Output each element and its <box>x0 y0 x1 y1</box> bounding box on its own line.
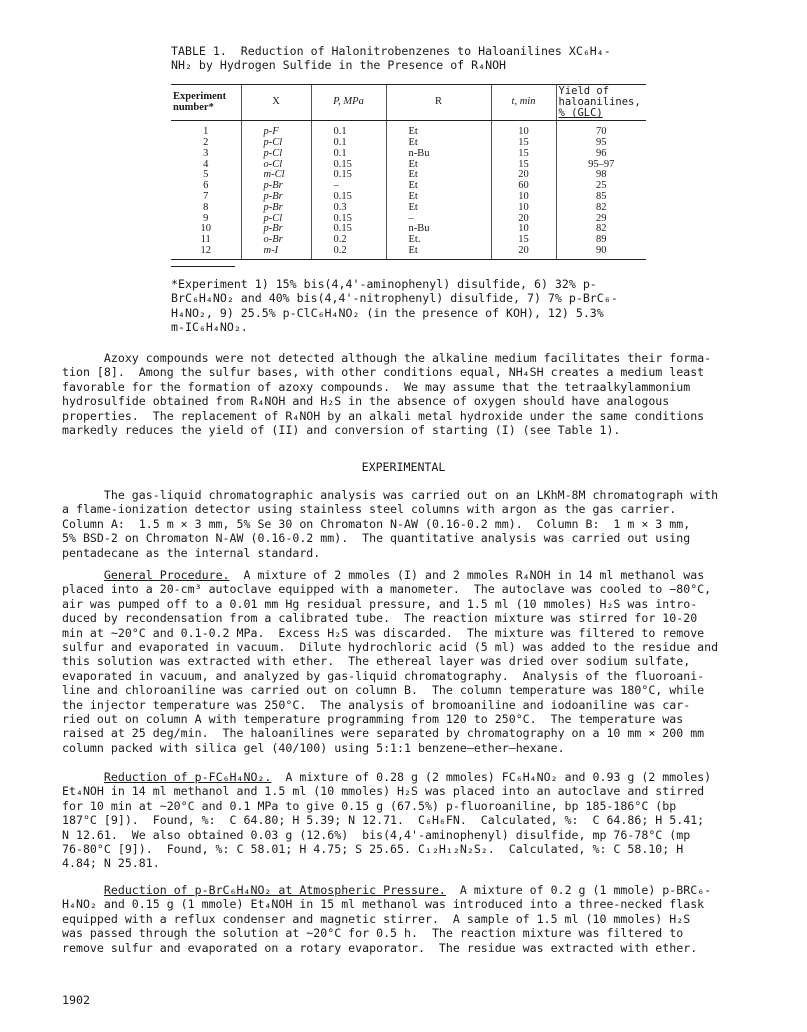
cell-yield: 98 <box>556 170 646 181</box>
header-pressure: P, MPa <box>311 85 386 121</box>
cell-pressure: 0.15 <box>311 159 386 170</box>
cell-experiment-number: 4 <box>203 158 209 170</box>
cell-pressure: 0.2 <box>311 235 386 246</box>
cell-time: 10 <box>491 224 556 235</box>
cell-yield: 95–97 <box>556 159 646 170</box>
table-row <box>171 138 646 149</box>
cell-yield: 25 <box>556 181 646 192</box>
cell-r: Et <box>386 181 491 192</box>
cell-time: 10 <box>491 203 556 214</box>
cell-pressure: 0.15 <box>311 192 386 203</box>
cell-x: p-Cl <box>241 213 311 224</box>
cell-pressure: 0.1 <box>311 149 386 160</box>
table-row <box>171 121 646 138</box>
cell-x: o-Br <box>241 235 311 246</box>
cell-r: – <box>386 213 491 224</box>
cell-time: 10 <box>491 192 556 203</box>
cell-experiment-number: 1 <box>203 126 209 138</box>
cell-x: p-Cl <box>241 138 311 149</box>
page-number: 1902 <box>62 993 90 1007</box>
cell-pressure: 0.15 <box>311 224 386 235</box>
cell-r: Et <box>386 170 491 181</box>
section-heading: EXPERIMENTAL <box>361 460 446 474</box>
cell-r: Et <box>386 159 491 170</box>
cell-r: Et <box>386 192 491 203</box>
cell-time: 60 <box>491 181 556 192</box>
table-row <box>171 246 646 259</box>
cell-x: o-Cl <box>241 159 311 170</box>
table-row <box>171 203 646 214</box>
cell-experiment-number: 12 <box>171 246 241 259</box>
cell-yield: 89 <box>556 235 646 246</box>
cell-r: Et <box>386 246 491 259</box>
cell-pressure: 0.1 <box>311 138 386 149</box>
cell-time: 15 <box>491 159 556 170</box>
header-time: t, min <box>491 85 556 121</box>
header-experiment: Experiment number* <box>171 85 241 121</box>
cell-x: p-F <box>241 121 311 138</box>
footnote-rule <box>171 266 235 267</box>
cell-time: 20 <box>491 170 556 181</box>
cell-yield: 95 <box>556 138 646 149</box>
cell-x: p-Br <box>241 181 311 192</box>
cell-experiment-number: 6 <box>203 180 209 192</box>
cell-yield: 96 <box>556 149 646 160</box>
paragraph-general-procedure: General Procedure. A mixture of 2 mmoles (I) and 2 mmoles R₄NOH in 14 ml methanol was placed into a 20-cm³ autoclave equipped with a manometer. The autoclave was cooled to −80°C, air was pumped off to a 0.01 mm Hg residual pressure, and 1.5 ml (10 mmoles) H₂S was intro- duced by recondensation from a calibrated tube. The reaction mixture was stirred for 10-20 min at ~20°C and 0.1-0.2 MPa. Excess H₂S was discarded. The mixture was filtered to remove sulfur and evaporated in vacuum. Dilute hydrochloric acid (5 ml) was added to the residue and this solution was extracted with ether. The ethereal layer was dried over sodium sulfate, evaporated in vacuum, and analyzed by gas-liquid chromatography. Analysis of the fluoroani- line and chloroaniline was carried out on column B. The column temperature was 180°C, while the injector temperature was 250°C. The analysis of bromoaniline and iodoaniline was car- ried out on column A with temperature programming from 120 to 250°C. The temperature was raised at 25 deg/min. The haloanilines were separated by chromatography on a 10 mm × 200 mm column packed with silica gel (40/100) using 5:1:1 benzene—ether—hexane. <box>62 568 719 755</box>
table-caption <box>171 44 611 73</box>
caption-line-1: TABLE 1. Reduction of Halonitrobenzenes to Haloanilines XC₆H₄- <box>171 44 611 58</box>
cell-r: n-Bu <box>386 149 491 160</box>
header-x: X <box>241 85 311 121</box>
cell-yield: 82 <box>556 203 646 214</box>
header-r: R <box>386 85 491 121</box>
cell-time: 15 <box>491 138 556 149</box>
data-table <box>171 84 646 260</box>
table-header-row <box>171 85 646 121</box>
cell-experiment-number: 10 <box>200 223 211 235</box>
reduction-f-title: Reduction of p-FC₆H₄NO₂. <box>103 770 272 784</box>
cell-experiment-number: 5 <box>203 169 209 181</box>
cell-experiment-number: 3 <box>203 147 209 159</box>
cell-r: n-Bu <box>386 224 491 235</box>
cell-pressure: 0.2 <box>311 246 386 259</box>
cell-x: m-Cl <box>241 170 311 181</box>
cell-x: m-I <box>241 246 311 259</box>
paragraph-glc: The gas-liquid chromatographic analysis was carried out on an LKhM-8M chromatograph with a flame-ionization detector using stainless steel columns with argon as the gas carrier. Column A: 1.5 m × 3 mm, 5% Se 30 on Chromaton N-AW (0.16-0.2 mm). Column B: 1 m × 3 mm, 5% BSD-2 on Chromaton N-AW (0.16-0.2 mm). The quantitative analysis was carried out using pentadecane as the internal standard. <box>62 488 719 560</box>
caption-line-2: NH₂ by Hydrogen Sulfide in the Presence of R₄NOH <box>171 58 507 73</box>
cell-yield: 90 <box>556 246 646 259</box>
cell-experiment-number: 2 <box>203 136 209 148</box>
paragraph-reduction-br: Reduction of p-BrC₆H₄NO₂ at Atmospheric Pressure. A mixture of 0.2 g (1 mmole) p-BRC₆- H₄NO₂ and 0.15 g (1 mmole) Et₄NOH in 15 ml methanol was introduced into a three-necked flask equipped with a reflux condenser and magnetic stirrer. A sample of 1.5 ml (10 mmoles) H₂S was passed through the solution at ~20°C for 0.5 h. The reaction mixture was filtered to remove sulfur and evaporated on a rotary evaporator. The residue was extracted with ether. <box>62 883 712 955</box>
cell-experiment-number: 7 <box>203 190 209 202</box>
paragraph-reduction-f: Reduction of p-FC₆H₄NO₂. A mixture of 0.28 g (2 mmoles) FC₆H₄NO₂ and 0.93 g (2 mmoles) Et₄NOH in 14 ml methanol and 1.5 ml (10 mmoles) H₂S was placed into an autoclave and stirred for 10 min at ~20°C and 0.1 MPa to give 0.15 g (67.5%) p-fluoroaniline, bp 185-186°C (bp 187°C [9]). Found, %: C 64.80; H 5.39; N 12.71. C₆H₆FN. Calculated, %: C 64.86; H 5.41; N 12.61. We also obtained 0.03 g (12.6%) bis(4,4'-aminophenyl) disulfide, mp 76-78°C (mp 76-80°C [9]). Found, %: C 58.01; H 4.75; S 25.65. C₁₂H₁₂N₂S₂. Calculated, %: C 58.10; H 4.84; N 25.81. <box>62 770 712 871</box>
cell-time: 20 <box>491 213 556 224</box>
cell-r: Et <box>386 203 491 214</box>
cell-r: Et <box>386 121 491 138</box>
cell-time: 20 <box>491 246 556 259</box>
cell-time: 15 <box>491 235 556 246</box>
paragraph-azoxy: Azoxy compounds were not detected although the alkaline medium facilitates their forma- tion [8]. Among the sulfur bases, with other conditions equal, NH₄SH creates a medium least favorable for the formation of azoxy compounds. We may assume that the tetraalkylammonium hydrosulfide obtained from R₄NOH and H₂S in the absence of oxygen should have analogous properties. The replacement of R₄NOH by an alkali metal hydroxide under the same conditions markedly reduces the yield of (II) and conversion of starting (I) (see Table 1). <box>62 351 712 438</box>
cell-experiment-number: 9 <box>203 212 209 224</box>
cell-yield: 29 <box>556 213 646 224</box>
cell-yield: 85 <box>556 192 646 203</box>
cell-time: 10 <box>491 121 556 138</box>
cell-pressure: 0.1 <box>311 121 386 138</box>
cell-r: Et. <box>386 235 491 246</box>
cell-x: p-Cl <box>241 149 311 160</box>
cell-pressure: 0.3 <box>311 203 386 214</box>
cell-pressure: – <box>311 181 386 192</box>
cell-pressure: 0.15 <box>311 213 386 224</box>
cell-time: 15 <box>491 149 556 160</box>
cell-x: p-Br <box>241 203 311 214</box>
cell-experiment-number: 11 <box>200 234 211 246</box>
general-procedure-title: General Procedure. <box>103 568 230 582</box>
cell-pressure: 0.15 <box>311 170 386 181</box>
cell-r: Et <box>386 138 491 149</box>
table-footnote: *Experiment 1) 15% bis(4,4'-aminophenyl) disulfide, 6) 32% p- BrC₆H₄NO₂ and 40% bis(4,4'-nitrophenyl) disulfide, 7) 7% p-BrC₆- H₄NO₂, 9) 25.5% p-ClC₆H₄NO₂ (in the presence of KOH), 12) 5.3% m-IC₆H₄NO₂. <box>171 277 618 335</box>
table-row <box>171 149 646 160</box>
header-yield: Yield of haloanilines, % (GLC) <box>556 85 646 121</box>
cell-experiment-number: 8 <box>203 201 209 213</box>
cell-x: p-Br <box>241 224 311 235</box>
reduction-br-title: Reduction of p-BrC₆H₄NO₂ at Atmospheric Pressure. <box>103 883 446 897</box>
cell-yield: 70 <box>556 121 646 138</box>
table-row <box>171 192 646 203</box>
cell-yield: 82 <box>556 224 646 235</box>
cell-x: p-Br <box>241 192 311 203</box>
